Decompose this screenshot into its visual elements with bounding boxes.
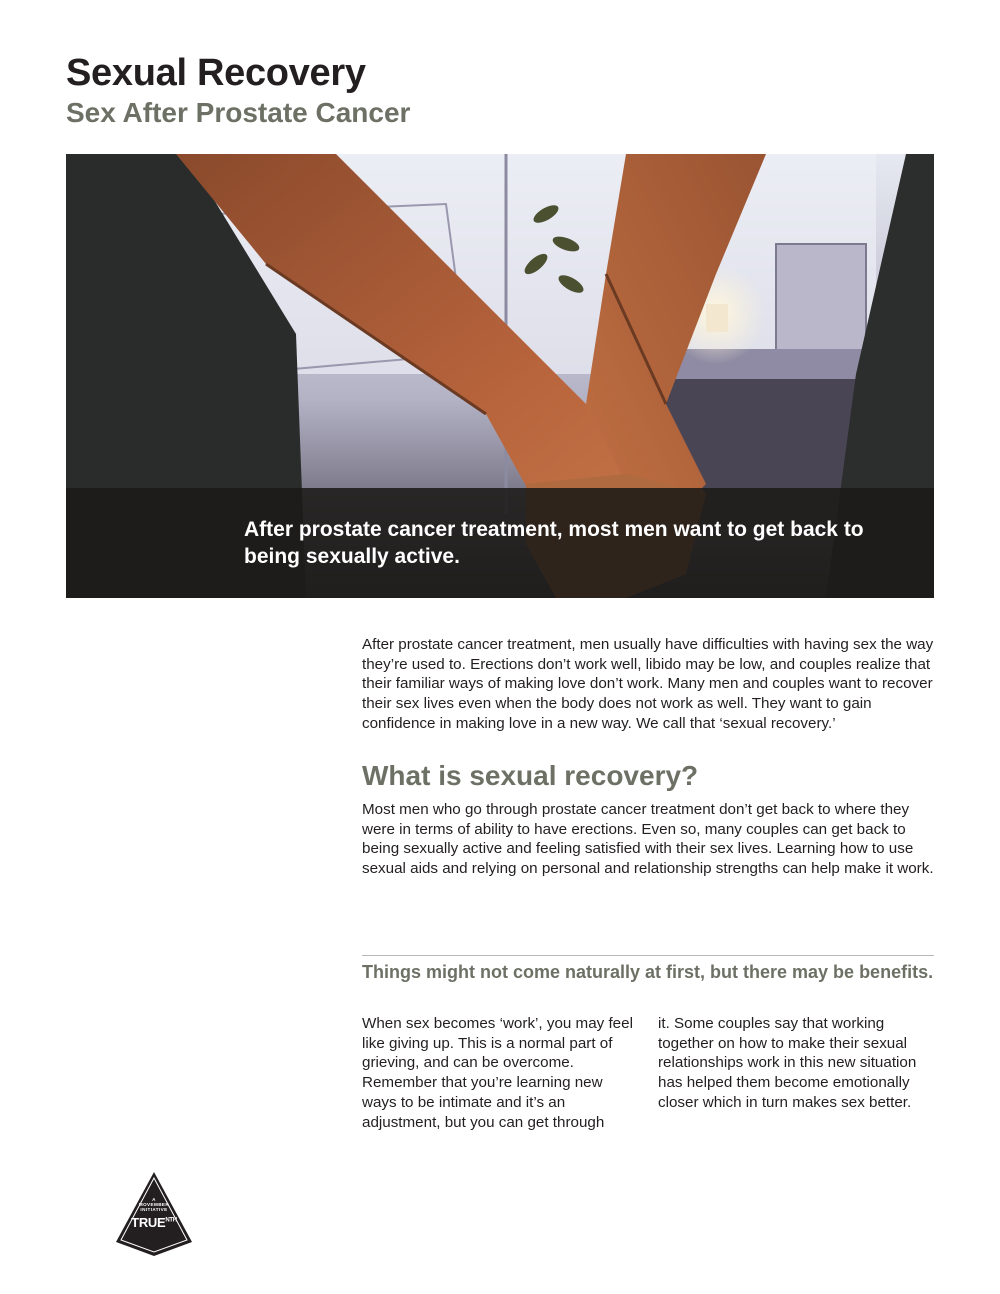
column-right: it. Some couples say that working together on how to make their sexual relationships work in this new situation has helped them become emotionally closer which in turn makes sex better. — [658, 1015, 917, 1111]
logo-line-1: A — [152, 1197, 156, 1202]
intro-paragraph: After prostate cancer treatment, men usually have difficulties with having sex the way they’re used to. Erections don’t work well, libido may be low, and couples realize that their familiar ways of making love don’t work. Many men and couples want to recover their sex lives even when the body does not work as well. They want to gain confidence in making love in a new way. We call that ‘sexual recovery.’ — [362, 636, 934, 732]
logo-brand-sup: NTH — [165, 1217, 177, 1224]
logo-brand — [112, 1215, 196, 1230]
divider — [362, 955, 934, 956]
column-left: When sex becomes ‘work’, you may feel like giving up. This is a normal part of grieving, and can be overcome. Remember that you’re learning new ways to be intimate and it’s an adjustment, but you can get through — [362, 1015, 633, 1131]
logo-triangle-icon — [112, 1168, 196, 1260]
section-heading: What is sexual recovery? — [362, 760, 699, 791]
section-paragraph: Most men who go through prostate cancer treatment don’t get back to where they were in terms of ability to have erections. Even so, many couples can get back to being sexually active and feeling satisfied with their sex lives. Learning how to use sexual aids and relying on personal and relationship strengths can help make it work. — [362, 801, 934, 878]
truenth-logo — [112, 1168, 196, 1260]
logo-line-3: INITIATIVE — [140, 1207, 168, 1212]
page-subtitle: Sex After Prostate Cancer — [66, 97, 411, 128]
page-title: Sexual Recovery — [66, 52, 366, 94]
logo-line-2: MOVEMBER — [138, 1202, 170, 1207]
hero-illustration — [66, 154, 934, 598]
hero-caption: After prostate cancer treatment, most men want to get back to being sexually active. — [244, 518, 864, 568]
logo-brand-text: TRUE — [131, 1215, 166, 1230]
subsection-heading: Things might not come naturally at first, but there may be benefits. — [362, 962, 934, 982]
